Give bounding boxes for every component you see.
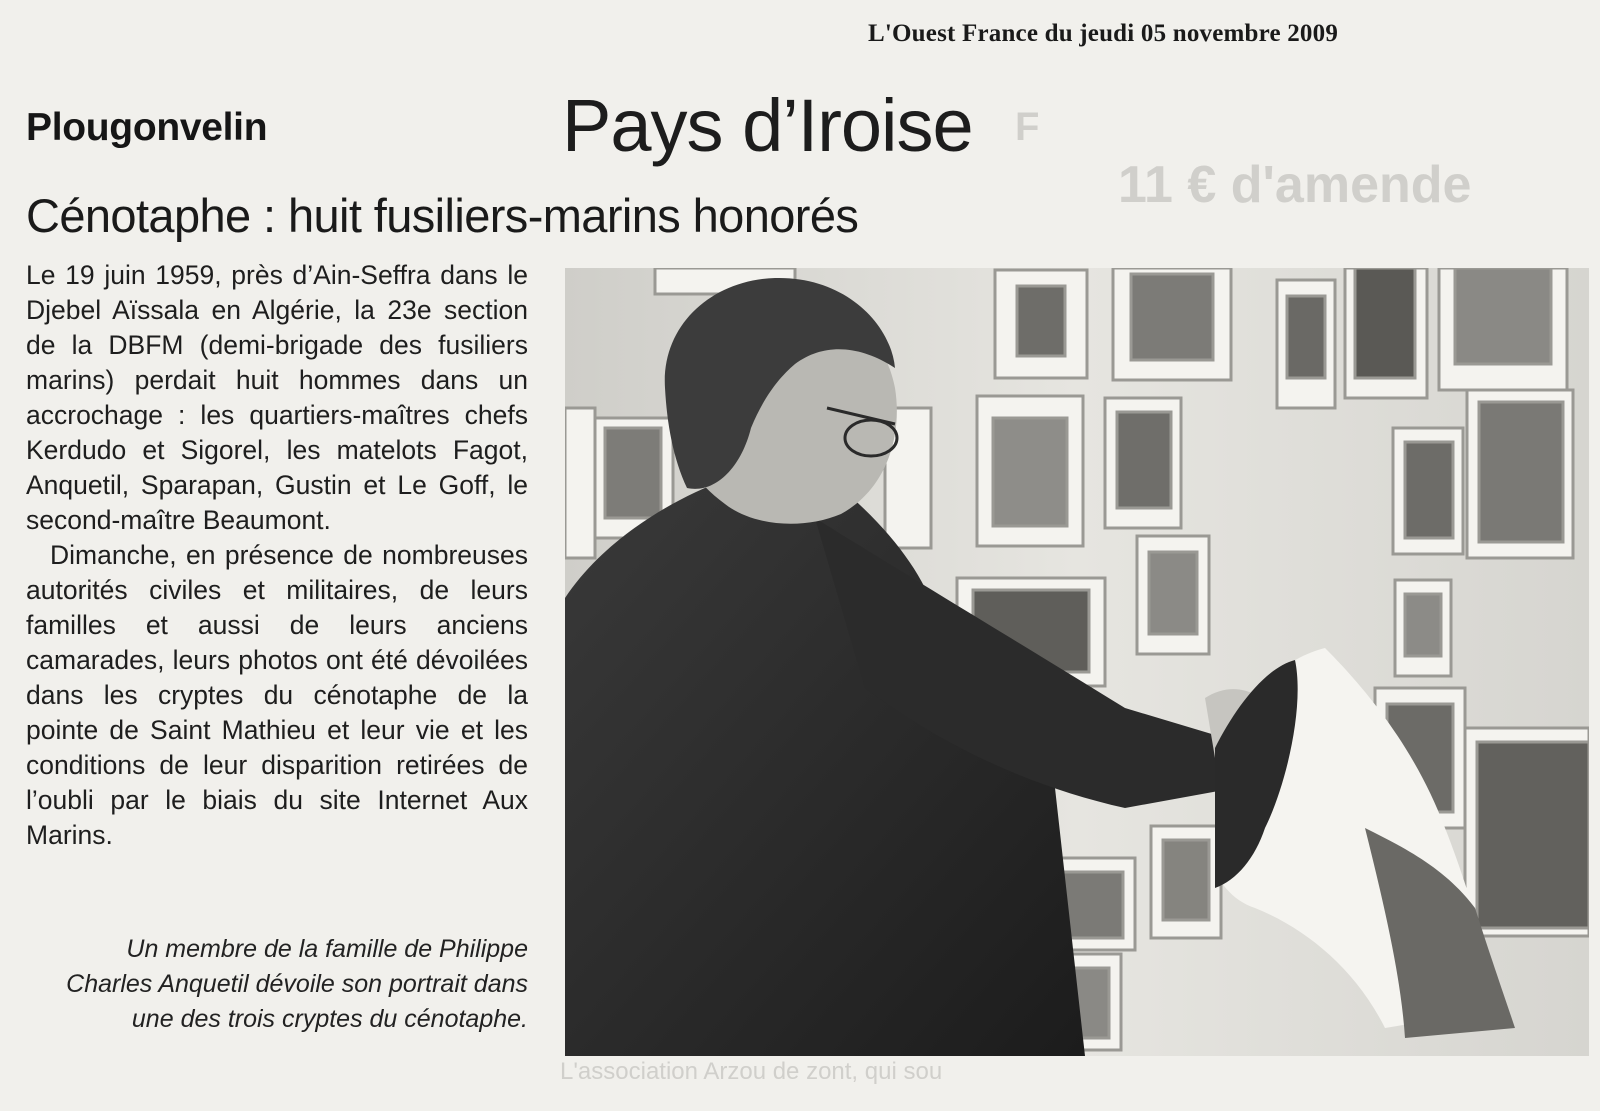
newspaper-source-line: L'Ouest France du jeudi 05 novembre 2009	[868, 20, 1339, 47]
article-headline: Cénotaphe : huit fusiliers-marins honorés	[26, 189, 859, 242]
bleed-through-fragment-right: 11 € d'amende	[1118, 156, 1472, 214]
article-body	[26, 258, 528, 853]
photo-caption: Un membre de la famille de Philippe Charles Anquetil dévoile son portrait dans une des trois cryptes du cénotaphe.	[66, 935, 528, 1033]
commune-label: Plougonvelin	[26, 106, 268, 149]
cenotaph-crypt-photo	[565, 268, 1589, 1056]
bleed-through-fragment-bottom: L'association Arzou de zont, qui sou	[560, 1058, 943, 1085]
article-paragraph-1: Le 19 juin 1959, près d’Ain-Seffra dans le Djebel Aïssala en Algérie, la 23e section de la DBFM (demi-brigade des fusiliers marins) perdait huit hommes dans un accrochage : les quartiers-maîtres chefs Kerdudo et Sigorel, les matelots Fagot, Anquetil, Sparapan, Gustin et Le Goff, le second-maître Beaumont.	[26, 260, 528, 535]
article-photo	[565, 268, 1589, 1056]
bleed-through-fragment-top: F	[1015, 105, 1040, 149]
section-title: Pays d’Iroise	[562, 84, 973, 167]
article-paragraph-2: Dimanche, en présence de nombreuses autorités civiles et militaires, de leurs familles et aussi de leurs anciens camarades, leurs photos ont été dévoilées dans les cryptes du cénotaphe de la pointe de Saint Mathieu et leur vie et les conditions de leur disparition retirées de l’oubli par le biais du site Internet Aux Marins.	[26, 540, 528, 850]
